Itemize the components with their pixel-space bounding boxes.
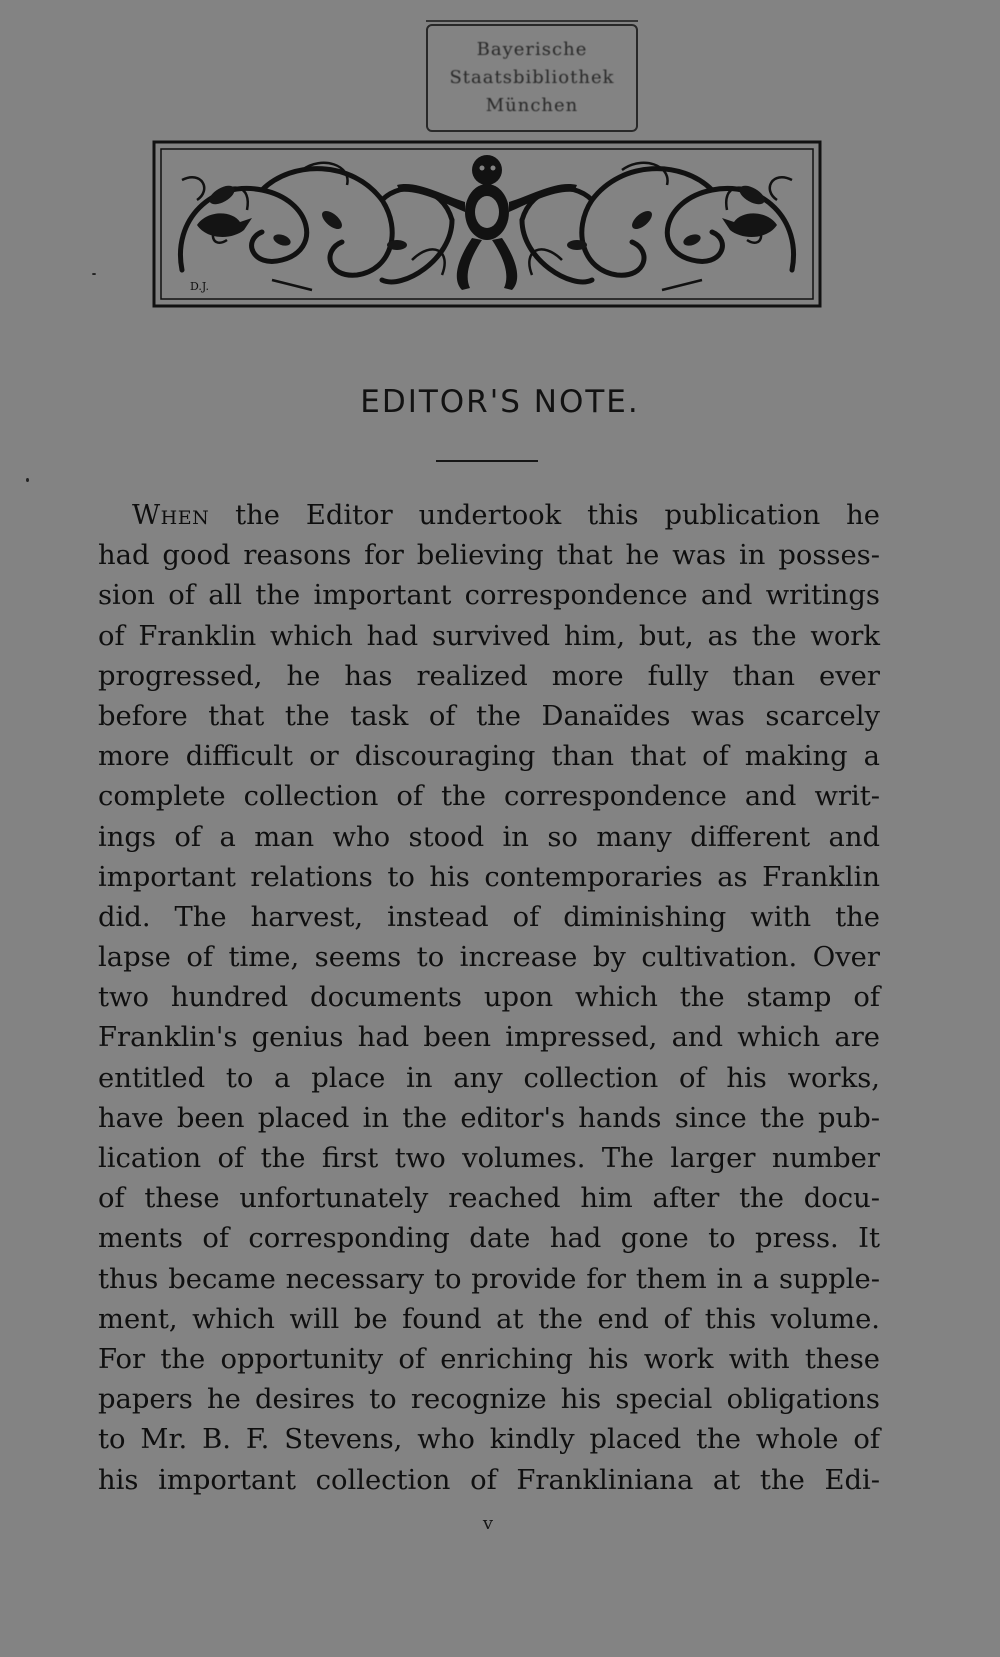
drop-word: When	[132, 500, 210, 531]
body-line: of these unfortunately reached him after the docu-	[98, 1183, 880, 1215]
body-line: ments of corresponding date had gone to press. It	[98, 1223, 880, 1255]
body-line: sion of all the important correspondence and writings	[98, 580, 880, 612]
body-line: did. The harvest, instead of diminishing with the	[98, 901, 880, 933]
library-stamp	[426, 24, 638, 132]
body-line: had good reasons for believing that he was in posses-	[98, 540, 880, 572]
body-line: lapse of time, seems to increase by cultivation. Over	[98, 942, 880, 974]
body-line: ings of a man who stood in so many different and	[98, 821, 880, 853]
body-line: ment, which will be found at the end of this volume.	[98, 1303, 880, 1335]
body-line: his important collection of Frankliniana at the Edi-	[98, 1464, 880, 1496]
body-line: thus became necessary to provide for them in a supple-	[98, 1263, 880, 1295]
body-line: to Mr. B. F. Stevens, who kindly placed the whole of	[98, 1424, 880, 1456]
first-line-text: the Editor undertook this publication he	[235, 500, 880, 531]
body-line: entitled to a place in any collection of his works,	[98, 1062, 880, 1094]
body-line: Franklin's genius had been impressed, and which are	[98, 1022, 880, 1054]
ornamental-headpiece	[152, 140, 822, 308]
stamp-line-3: München	[485, 95, 579, 116]
body-line: progressed, he has realized more fully than ever	[98, 660, 880, 692]
body-line: more difficult or discouraging than that of making a	[98, 741, 880, 773]
scan-speck	[92, 273, 96, 275]
body-line: lication of the first two volumes. The larger number	[98, 1143, 880, 1174]
stamp-line-1: Bayerische	[476, 39, 588, 60]
body-line: important relations to his contemporaries as Franklin	[98, 861, 880, 893]
editor-note-body	[98, 496, 880, 1501]
body-line: papers he desires to recognize his special obligations	[98, 1384, 880, 1416]
body-line	[98, 496, 880, 536]
scan-speck	[26, 478, 29, 482]
body-line: For the opportunity of enriching his work with these	[98, 1343, 880, 1375]
page-number: v	[482, 1513, 494, 1534]
body-line: two hundred documents upon which the stamp of	[98, 982, 880, 1014]
body-line: have been placed in the editor's hands since the pub-	[98, 1102, 880, 1134]
stamp-line-2: Staatsbibliothek	[449, 67, 615, 88]
page-title: EDITOR'S NOTE.	[360, 384, 640, 420]
body-line: of Franklin which had survived him, but, as the work	[98, 620, 880, 652]
body-line: before that the task of the Danaïdes was scarcely	[98, 700, 880, 732]
headpiece-ornament-image	[152, 140, 822, 308]
headpiece-signature: D.J.	[190, 280, 209, 293]
body-line: complete collection of the correspondence and writ-	[98, 781, 880, 813]
title-rule	[436, 460, 538, 462]
